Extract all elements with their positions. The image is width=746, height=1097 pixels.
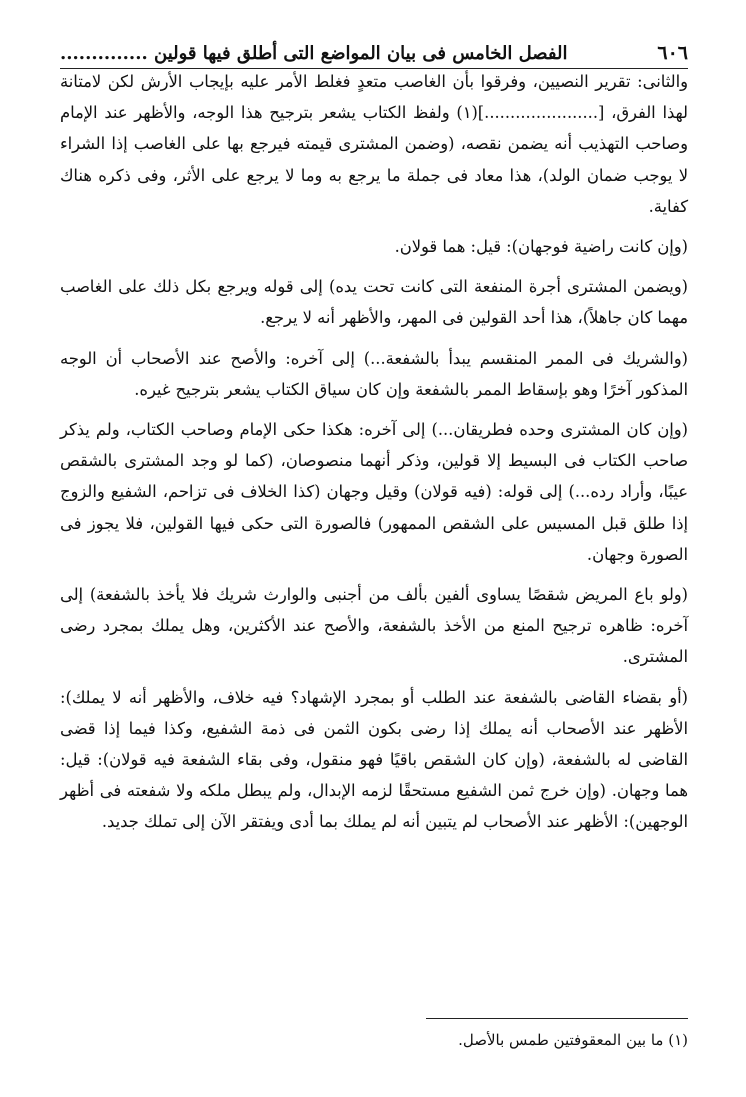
footnote: (١) ما بين المعقوفتين طمس بالأصل. — [458, 1031, 688, 1049]
paragraph: (ولو باع المريض شقصًا يساوى ألفين بألف من أجنبى والوارث شريك فلا يأخذ بالشفعة) إلى آخره: ظاهره ترجيح المنع من الأخذ بالشفعة، والأصح عند الأكثرين، وهل يملك بمجرد رضى المشترى. — [60, 585, 688, 667]
paragraph: (وإن كانت راضية فوجهان): قيل: هما قولان. — [394, 237, 688, 257]
page-number: ٦٠٦ — [657, 42, 688, 64]
paragraph: (والشريك فى الممر المنقسم يبدأ بالشفعة...) إلى آخره: والأصح عند الأصحاب أن الوجه المذكور آخرًا وهو بإسقاط الممر بالشفعة وإن كان سياق الكتاب يشعر بترجيح غيره. — [60, 348, 688, 399]
footnote-separator — [426, 1018, 688, 1019]
paragraph: (ويضمن المشترى أجرة المنفعة التى كانت تحت يده) إلى قوله ويرجع بكل ذلك على الغاصب مهما كان جاهلاً)، هذا أحد القولين فى المهر، والأظهر أنه لا يرجع. — [60, 277, 688, 328]
paragraph: (وإن كان المشترى وحده فطريقان...) إلى آخره: هكذا حكى الإمام وصاحب الكتاب، ولم يذكر صاحب الكتاب فى البسيط إلا قولين، وذكر أنهما منصوصان، (كما لو وجد المشترى بالشقص عيبًا، وأراد رده...) إلى قوله: (فيه قولان) وقيل وجهان (كذا الخلاف فى تزاحم، الشفيع والزوج إذا طلق قبل المسيس على الشقص الممهور) فالصورة التى حكى فيها القولين، فلا يجوز فى الصورة وجهان. — [60, 420, 688, 564]
body-text — [60, 66, 688, 847]
chapter-title: الفصل الخامس فى بيان المواضع التى أطلق فيها قولين .............. — [60, 43, 568, 64]
paragraph: والثانى: تقرير النصيين، وفرقوا بأن الغاصب متعدٍ فغلط الأمر عليه بإيجاب الأرش لكن لامتانة لهذا الفرق، [......................](١) ولفظ الكتاب يشعر بترجيح هذا الوجه، والأظهر عند الإمام وصاحب التهذيب أنه يضمن نقصه، (وضمن المشترى قيمته فيرجع بها على الغاصب إذا الشراء لا يوجب ضمان الولد)، هذا معاد فى جملة ما يرجع به وما لا يرجع على الأثر، وفى ذكره هناك كفاية. — [60, 72, 689, 216]
running-header — [60, 30, 688, 69]
paragraph: (أو بقضاء القاضى بالشفعة عند الطلب أو بمجرد الإشهاد؟ فيه خلاف، والأظهر أنه لا يملك): الأظهر عند الأصحاب أنه يملك إذا رضى بكون الثمن فى ذمة الشفيع، وكذا فيما إذا قضى القاضى له بالشفعة، (وإن كان الشقص باقيًا فهو منقول، وفى بقاء الشفعة فيه قولان): قيل: هما وجهان. (وإن خرج ثمن الشفيع مستحقًا لزمه الإبدال، ولم يبطل ملكه ولا شفعته فى أظهر الوجهين): الأظهر عند الأصحاب لم يتبين أنه لم يملك بما أدى ويفتقر الآن إلى تملك جديد. — [60, 687, 688, 832]
